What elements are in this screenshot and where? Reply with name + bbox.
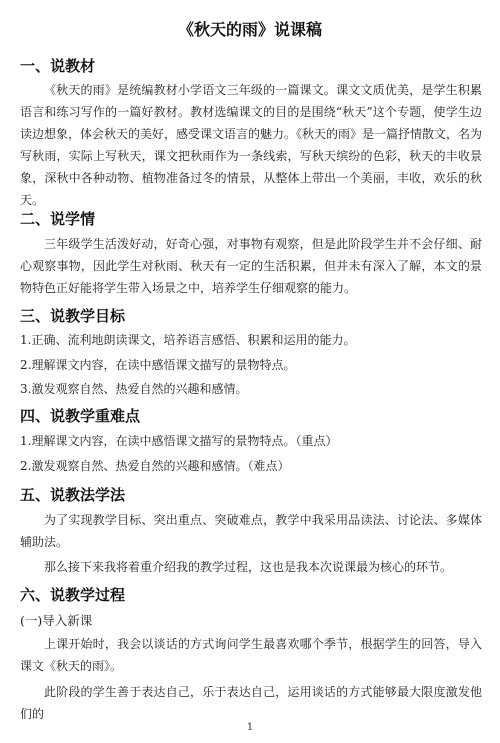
section-paragraph: 为了实现教学目标、突出重点、突破难点，教学中我采用品读法、讨论法、多媒体辅助法。 [20,513,482,549]
page-number: 1 [246,722,254,733]
list-item: 1.理解课文内容，在读中感悟课文描写的景物特点。（重点） [20,434,338,448]
section-paragraph: 三年级学生活泼好动，好奇心强，对事物有观察，但是此阶段学生并不会仔细、耐心观察事物，因此学生对秋雨、秋天有一定的生活积累，但并未有深入了解，本文的景物特色正好能将学生带入场景之中，培养学生仔细观察的能力。 [20,237,482,295]
list-item: 2.理解课文内容，在读中感悟课文描写的景物特点。 [20,358,296,372]
section-heading-teaching-goals: 三、说教学目标 [20,307,126,325]
section-paragraph: 那么接下来我将着重介绍我的教学过程，这也是我本次说课最为核心的环节。 [44,560,453,574]
section-paragraph: 上课开始时，我会以谈话的方式询问学生最喜欢哪个季节，根据学生的回答，导入课文《秋天的雨》。 [20,637,482,673]
document-title: 《秋天的雨》说课稿 [177,20,322,39]
list-item: 1.正确、流利地朗读课文，培养语言感悟、积累和运用的能力。 [20,333,356,347]
section-heading-teaching-methods: 五、说教法学法 [20,486,126,504]
section-paragraph: 《秋天的雨》是统编教材小学语文三年级的一篇课文。课文文质优美，是学生积累语言和练习写作的一篇好教材。教材选编课文的目的是围绕“秋天”这个专题，使学生边读边想象，体会秋天的美好，感受课文语言的魅力。《秋天的雨》是一篇抒情散文，名为写秋雨，实际上写秋天，课文把秋雨作为一条线索，写秋天缤纷的色彩，秋天的丰收景象，深秋中各种动物、植物准备过冬的情景，从整体上带出一个美丽，丰收，欢乐的秋天。 [20,83,483,207]
section-heading-student-analysis: 二、说学情 [20,210,96,228]
section-paragraph: 此阶段的学生善于表达自己，乐于表达自己，运用谈话的方式能够最大限度激发他们的 [20,685,482,721]
section-heading-teaching-material: 一、说教材 [20,57,96,75]
subsection-heading: (一)导入新课 [20,613,93,628]
section-heading-key-points: 四、说教学重难点 [20,407,141,425]
list-item: 3.激发观察自然、热爱自然的兴趣和感情。 [20,382,248,396]
section-heading-teaching-process: 六、说教学过程 [20,586,126,604]
list-item: 2.激发观察自然、热爱自然的兴趣和感情。（难点） [20,459,290,473]
